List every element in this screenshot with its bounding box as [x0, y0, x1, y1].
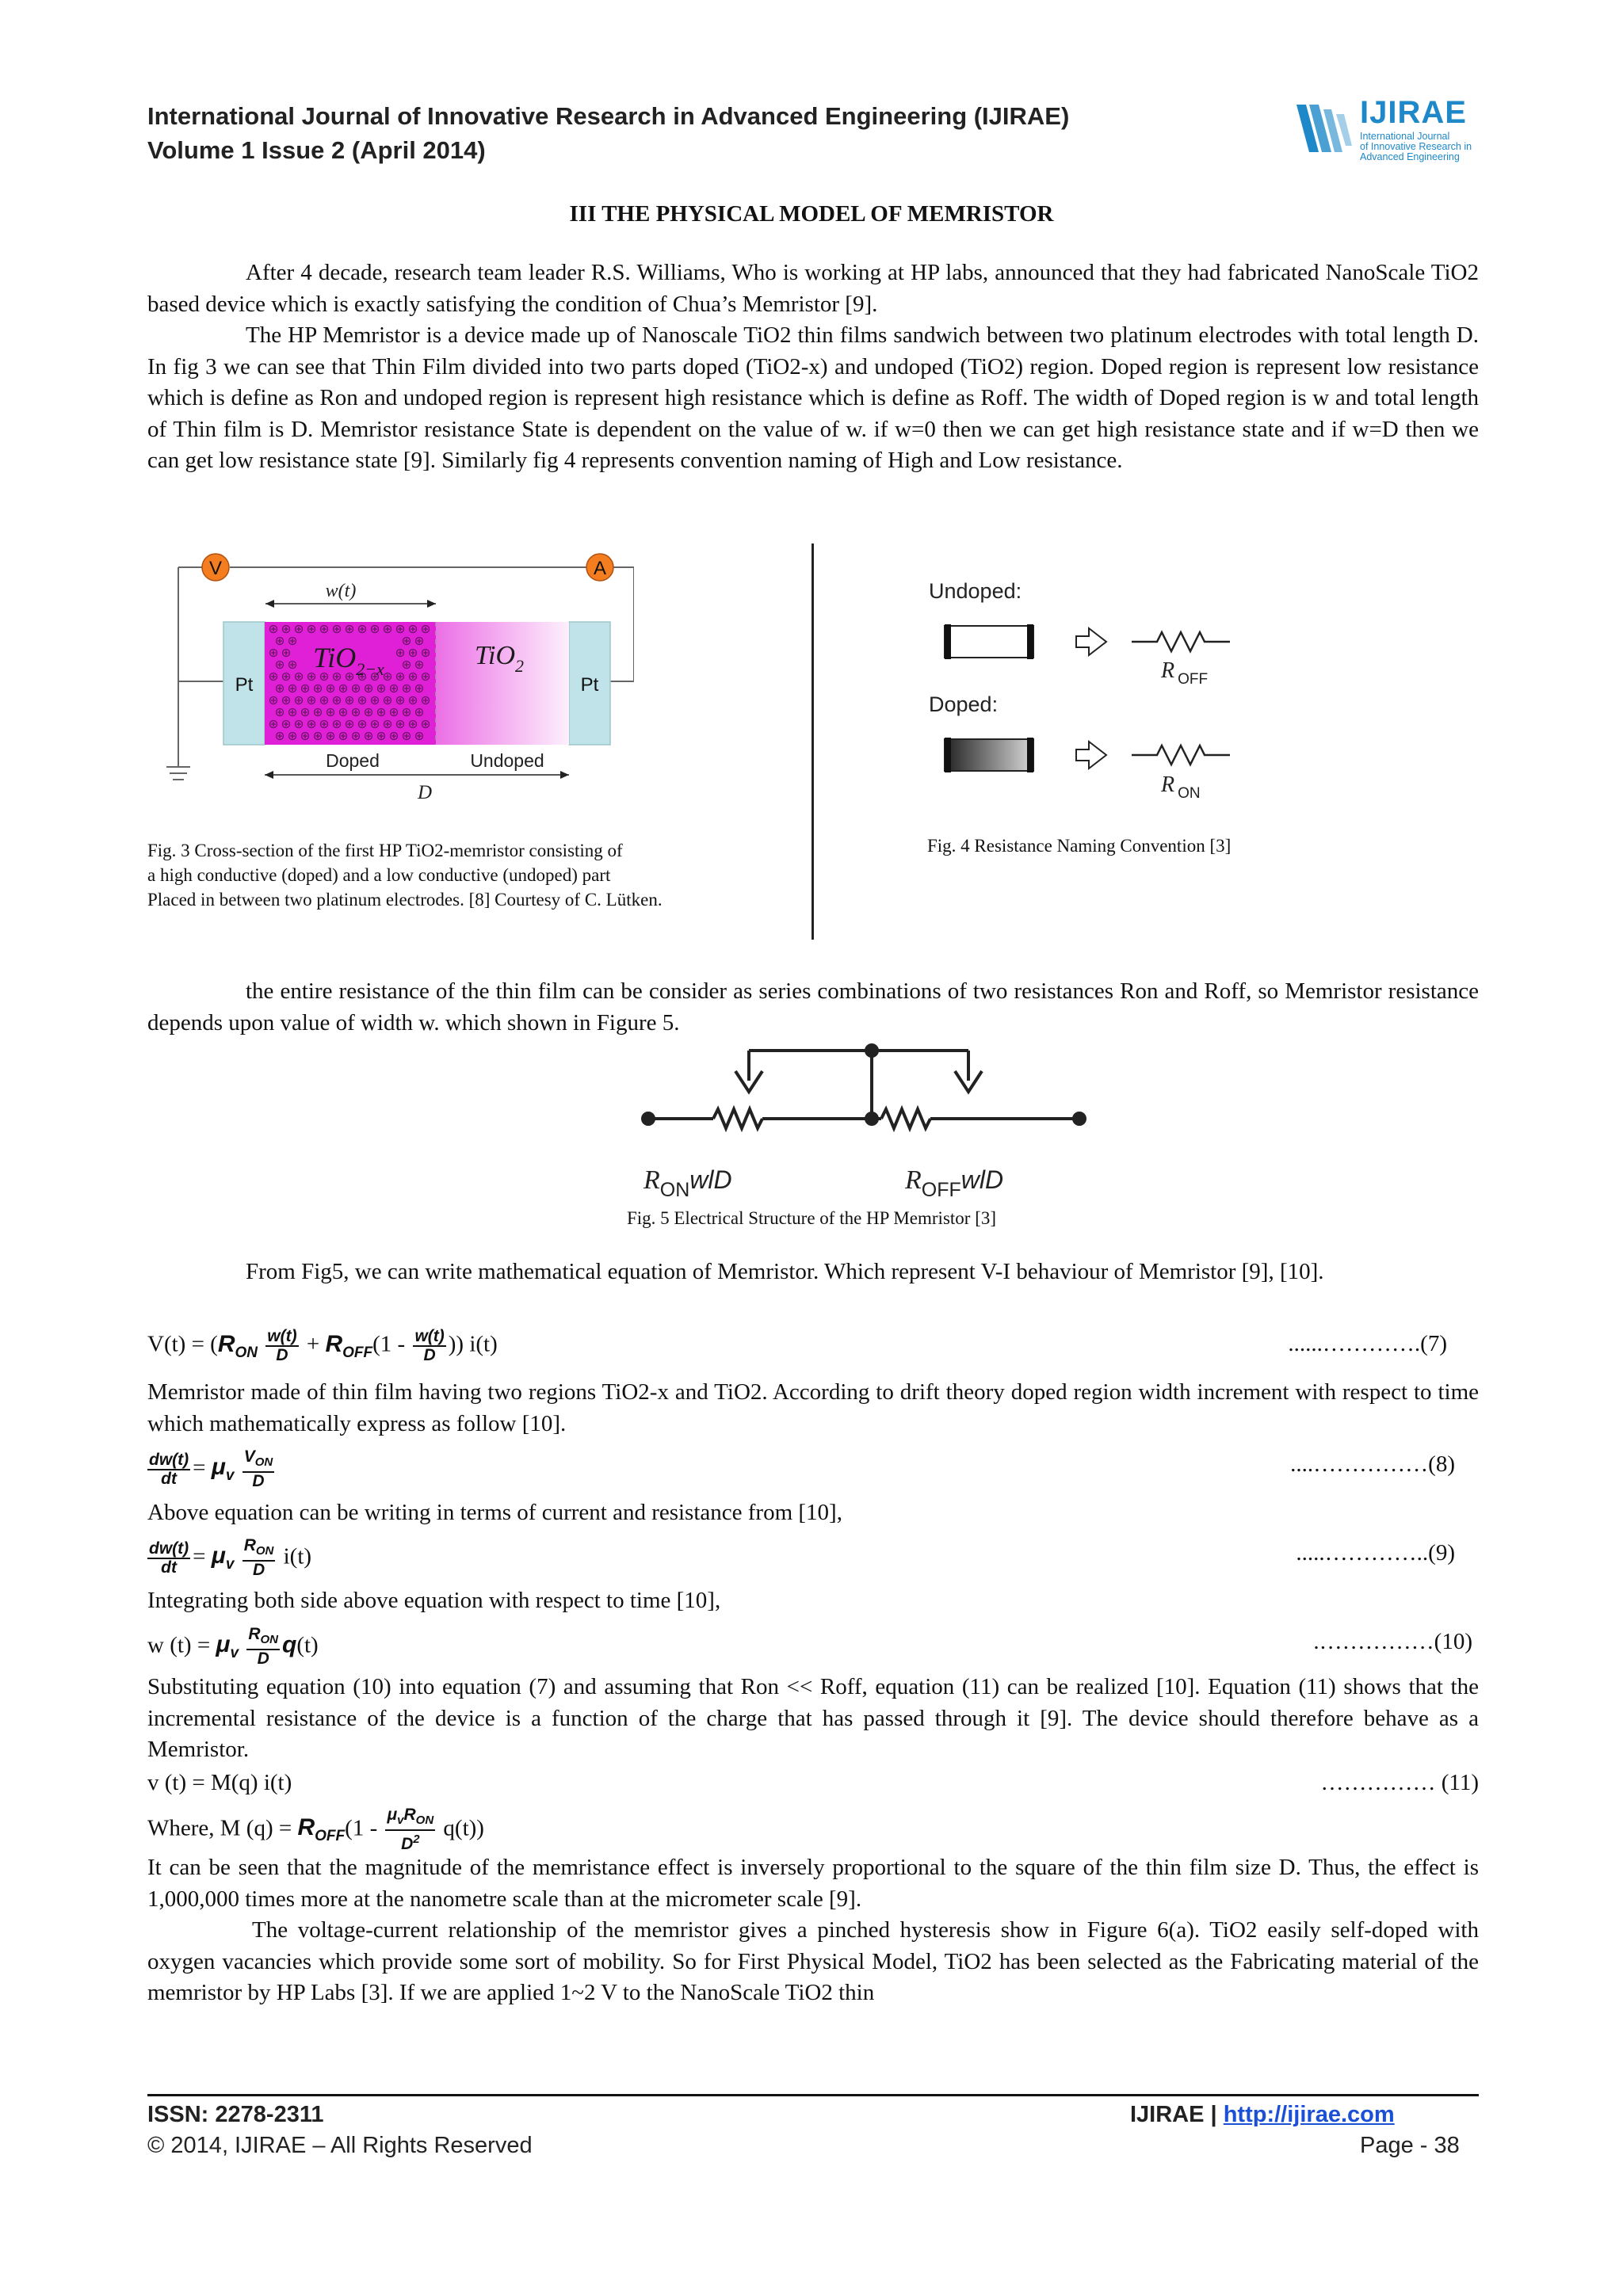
logo-mark-icon: [1292, 98, 1355, 158]
fig4-r-off-label: R $_{OFF}$: [1161, 658, 1209, 688]
fig3-tio2-label: TiO$_2$: [474, 641, 525, 676]
terminal-right: [1072, 1112, 1086, 1126]
equation-9: $\frac{dw(t)}{dt}$ = $\mu_v$ $\frac{R_{ON}}{D}$ i(t) .....…………..(9): [149, 1536, 1455, 1580]
equation-7: $V(t) = (R_{ON}$ $\frac{w(t)}{D}$ + $R_{OFF}(1$ - $\frac{w(t)}{D}$ )) i(t) ......………….(7): [147, 1327, 1447, 1364]
resistor-off-symbol: [1132, 632, 1230, 651]
arrow-right-icon-2: [1076, 742, 1106, 769]
figure-5-caption: Fig. 5 Electrical Structure of the HP Memristor [3]: [626, 1208, 997, 1228]
node-middle: [865, 1112, 879, 1126]
footer-journal: IJIRAE | http://ijirae.com: [1130, 2102, 1395, 2127]
equation-memristance: Where, M $(q) = R_{OFF}(1$ - $\frac{\mu_vR_{ON}}{D^2}$ q(t)): [147, 1806, 484, 1854]
journal-header: [147, 99, 1069, 167]
paragraph-1: After 4 decade, research team leader R.S. Williams, Who is working at HP labs, announced that they had fabricated NanoScale TiO2 based device which is exactly satisfying the condition of Chua’s Memristor [9].: [147, 260, 1479, 317]
logo-name: IJIRAE: [1360, 95, 1467, 130]
fig3-d-label: D: [417, 782, 433, 803]
paragraph-2: The HP Memristor is a device made up of Nanoscale TiO2 thin films sandwich between two platinum electrodes with total length D. In fig 3 we can see that Thin Film divided into two parts doped (TiO2-x) and undoped (TiO2) region. Doped region is represent low resistance which is define as Ron and undoped region is represent high resistance which is define as Roff. The width of Doped region is w and total length of Thin film is D. Memristor resistance State is dependent on the value of w. if w=0 then we can get high resistance state and if w=D then we can get low resistance state [9]. Similarly fig 4 represents convention naming of High and Low resistance.: [147, 322, 1479, 473]
journal-url-link[interactable]: http://ijirae.com: [1223, 2102, 1395, 2127]
fig4-undoped-label: Undoped:: [929, 579, 1022, 603]
paragraph-6: Above equation can be writing in terms of current and resistance from [10],: [147, 1500, 842, 1525]
figure-divider: [812, 543, 814, 940]
fig4-doped-label: Doped:: [929, 692, 999, 716]
fig5-r-off-label: $R_{OFF}wlD$: [905, 1165, 1004, 1201]
footer-left: ISSN: 2278-2311 © 2014, IJIRAE – All Rights Reserved: [147, 2102, 533, 2158]
logo-subtitle: International Journal of Innovative Research in Advanced Engineering: [1360, 131, 1472, 162]
paragraph-8: Substituting equation (10) into equation (7) and assuming that Ron << Roff, equation (11) can be realized [10]. Equation (11) shows that the incremental resistance of the device is a function of the charge that has passed through it [9]. The device should therefore behave as a Memristor.: [147, 1674, 1479, 1762]
paragraph-4: From Fig5, we can write mathematical equation of Memristor. Which represent V-I behaviour of Memristor [9], [10].: [246, 1259, 1324, 1284]
equation-10: w $(t) = \mu_v$ $\frac{R_{ON}}{D}$ q(t) .……………(10): [147, 1625, 1472, 1669]
fig3-tio2x-label: TiO$_{2-x}$: [313, 642, 384, 679]
resistor-on-symbol: [1132, 746, 1230, 765]
figure-3-caption: Fig. 3 Cross-section of the first HP TiO2-memristor consisting of a high conductive (doped) and a low conductive (undoped) part Placed in between two platinum electrodes. [8] Courtesy of C. Lütken.: [147, 841, 663, 910]
paragraph-10: The voltage-current relationship of the memristor gives a pinched hysteresis show in Figure 6(a). TiO2 easily self-doped with oxygen vacancies which provide some sort of mobility. So for First Physical Model, TiO2 has been selected as the Fabricating material of the memristor by HP Labs [3]. If we are applied 1~2 V to the NanoScale TiO2 thin: [147, 1917, 1479, 2005]
journal-title: International Journal of Innovative Research in Advanced Engineering (IJIRAE): [147, 102, 1070, 130]
ijirae-logo: [1292, 93, 1474, 165]
equation-11: v (t) = M(q) i(t) …………… (11): [147, 1770, 1479, 1795]
fig3-v-label: V: [208, 558, 223, 579]
fig3-pt-left: Pt: [235, 674, 254, 696]
journal-volume: Volume 1 Issue 2 (April 2014): [147, 136, 486, 164]
figure-4-resistance-naming: [919, 566, 1276, 804]
figure-5-electrical-structure: [626, 1030, 1102, 1204]
section-title: III THE PHYSICAL MODEL OF MEMRISTOR: [569, 201, 1054, 227]
undoped-block: [945, 626, 1033, 658]
equation-8: $\frac{dw(t)}{dt}$ = $\mu_v$ $\frac{V_{ON}}{D}$ ....……………(8): [149, 1447, 1455, 1491]
paragraph-9: It can be seen that the magnitude of the memristance effect is inversely proportional to the square of the thin film size D. Thus, the effect is 1,000,000 times more at the nanometre scale than at the micrometer scale [9].: [147, 1855, 1479, 1912]
fig3-undoped-label: Undoped: [470, 750, 544, 771]
fig3-a-label: A: [593, 558, 607, 579]
fig4-r-on-label: R $_{ON}$: [1161, 772, 1201, 802]
fig5-r-on-label: $R_{ON}wlD$: [643, 1165, 732, 1201]
figure-3-memristor-cross-section: [158, 547, 634, 808]
paragraph-5: Memristor made of thin film having two regions TiO2-x and TiO2. According to drift theory doped region width increment with respect to time which mathematically express as follow [10].: [147, 1379, 1479, 1436]
arrow-right-icon: [1076, 628, 1106, 655]
figure-4-caption: Fig. 4 Resistance Naming Convention [3]: [927, 836, 1232, 856]
fig3-doped-label: Doped: [326, 750, 380, 771]
paragraph-7: Integrating both side above equation with respect to time [10],: [147, 1588, 721, 1613]
fig3-pt-right: Pt: [580, 674, 599, 696]
footer-page-number: Page - 38: [1360, 2133, 1460, 2158]
node-top: [865, 1043, 879, 1058]
footer-rule: [147, 2094, 1479, 2096]
terminal-left: [641, 1112, 655, 1126]
paragraph-3: the entire resistance of the thin film can be consider as series combinations of two resistances Ron and Roff, so Memristor resistance depends upon value of width w. which shown in Figure 5.: [147, 978, 1479, 1035]
fig3-w-label: w(t): [325, 581, 357, 601]
doped-block: [945, 739, 1033, 771]
